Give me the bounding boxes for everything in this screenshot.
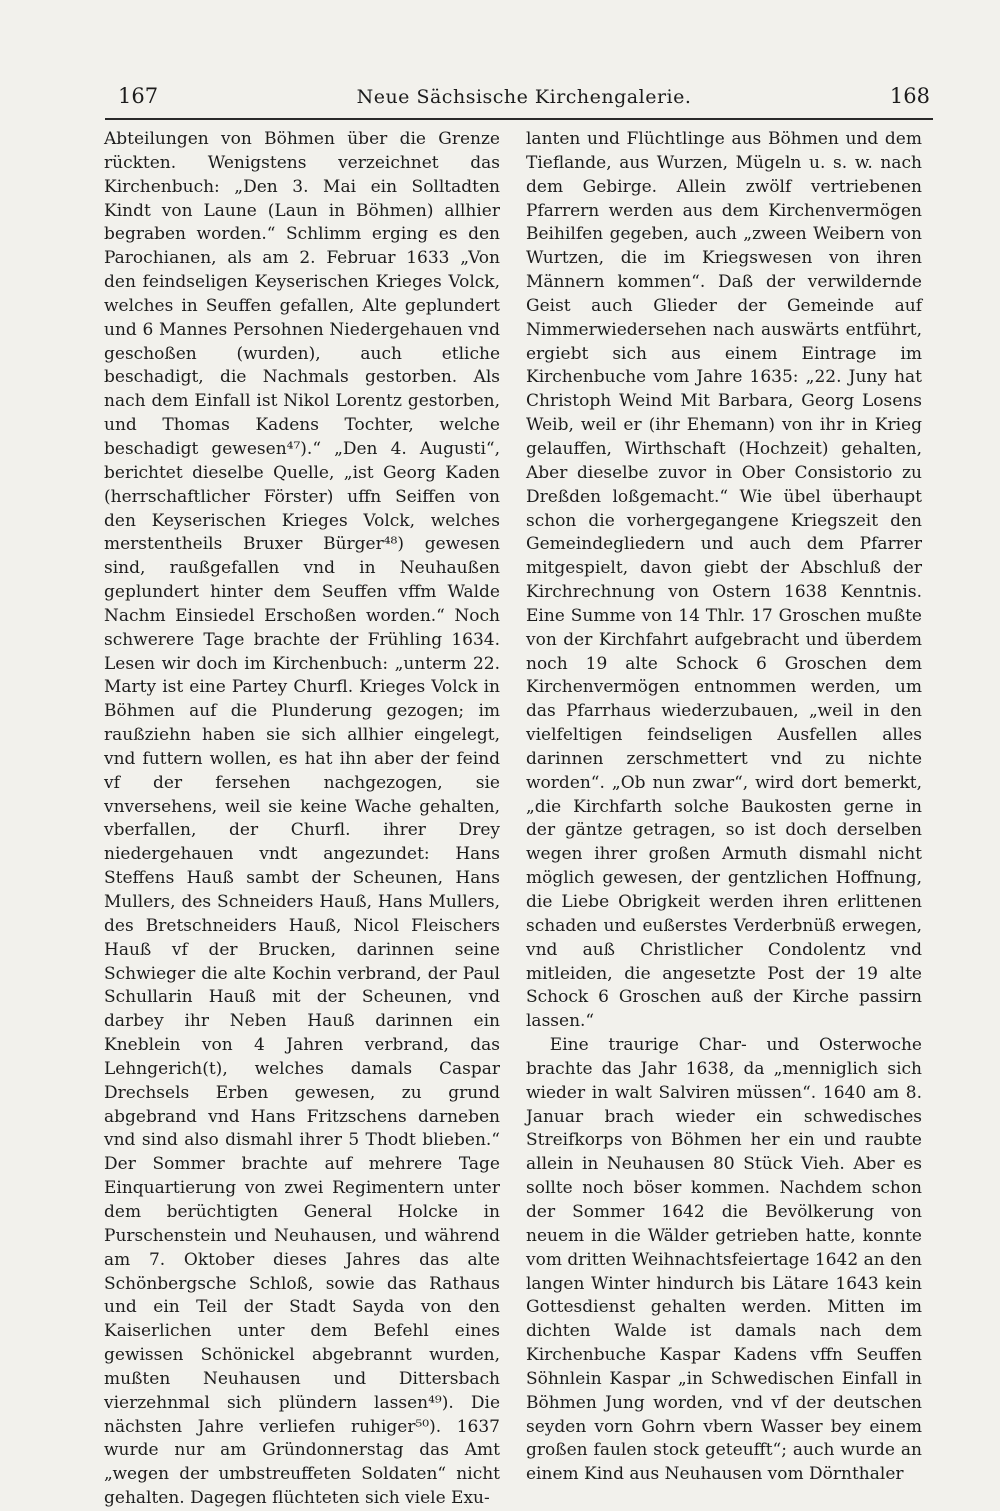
paragraph: lanten und Flüchtlinge aus Böhmen und dem Tieflande, aus Wurzen, Mügeln u. s. w. nach dem Gebirge. Allein zwölf vertriebenen Pfarrern werden aus dem Kirchenvermögen Beihilfen gegeben, auch „zween Weibern von Wurtzen, die im Kriegswesen von ihren Männern kommen“. Daß der verwildernde Geist auch Glieder der Gemeinde auf Nimmerwiedersehen nach auswärts entführt, ergiebt sich aus einem Eintrage im Kirchenbuche vom Jahre 1635: „22. Juny hat Christoph Weind Mit Barbara, Georg Losens Weib, weil er (ihr Ehemann) von ihr in Krieg gelauffen, Wirthschaft (Hochzeit) gehalten, Aber dieselbe zuvor in Ober Consistorio zu Dreßden loßgemacht.“ Wie übel überhaupt schon die vorhergegangene Kriegszeit den Gemeindegliedern und auch dem Pfarrer mitgespielt, davon giebt der Abschluß der Kirchrechnung von Ostern 1638 Kenntnis. Eine Summe von 14 Thlr. 17 Groschen mußte von der Kirchfahrt aufgebracht und überdem noch 19 alte Schock 6 Groschen dem Kirchenvermögen entnommen werden, um das Pfarrhaus wiederzubauen, „weil in den vielfeltigen feindseligen Ausfellen alles darinnen zerschmettert vnd zu nichte worden“. „Ob nun zwar“, wird dort bemerkt, „die Kirchfarth solche Baukosten gerne in der gäntze getragen, so ist doch derselben wegen ihrer großen Armuth dismahl nicht möglich gewesen, der gentzlichen Hoffnung, die Liebe Obrigkeit werden ihren erlittenen schaden und eußerstes Verderbnüß erwegen, vnd auß Christlicher Condolentz vnd mitleiden, die angesetzte Post der 19 alte Schock 6 Groschen auß der Kirche passirn lassen.“ <box>526 129 922 1032</box>
running-title: Neue Sächsische Kirchengalerie. <box>356 86 692 108</box>
paragraph: Eine traurige Char- und Osterwoche brachte das Jahr 1638, da „menniglich sich wieder in walt Salviren müssen“. 1640 am 8. Januar brach wieder ein schwedisches Streifkorps von Böhmen her ein und raubte allein in Neuhausen 80 Stück Vieh. Aber es sollte noch böser kommen. Nachdem schon der Sommer 1642 die Bevölkerung von neuem in die Wälder getrieben hatte, konnte vom dritten Weihnachtsfeiertage 1642 an den langen Winter hindurch bis Lätare 1643 kein Gottesdienst gehalten werden. Mitten im dichten Walde ist damals nach dem Kirchenbuche Kaspar Kadens vffn Seuffen Söhnlein Kaspar „in Schwedischen Einfall in Böhmen Jung worden, vnd vf der deutschen seyden vorn Gohrn vbern Wasser bey einem großen faulen stock geteufft“; auch wurde an einem Kind aus Neuhausen vom Dörnthaler <box>526 1035 922 1485</box>
header-rule <box>105 118 933 120</box>
left-column <box>104 128 500 1511</box>
page-number-left: 167 <box>118 84 159 108</box>
paragraph: Abteilungen von Böhmen über die Grenze rückten. Wenigstens verzeichnet das Kirchenbuch: „Den 3. Mai ein Solltadten Kindt von Laune (Laun in Böhmen) allhier begraben worden.“ Schlimm erging es den Parochianen, als am 2. Februar 1633 „Von den feindseligen Keyserischen Krieges Volck, welches in Seuffen gefallen, Alte geplundert und 6 Mannes Persohnen Niedergehauen vnd geschoßen (wurden), auch etliche beschadigt, die Nachmals gestorben. Als nach dem Einfall ist Nikol Lorentz gestorben, und Thomas Kadens Tochter, welche beschadigt gewesen⁴⁷).“ „Den 4. Augusti“, berichtet dieselbe Quelle, „ist Georg Kaden (herrschaftlicher Förster) uffn Seiffen von den Keyserischen Krieges Volck, welches merstentheils Bruxer Bürger⁴⁸) gewesen sind, raußgefallen vnd in Neuhaußen geplundert hinter dem Seuffen vffm Walde Nachm Einsiedel Erschoßen worden.“ Noch schwerere Tage brachte der Frühling 1634. Lesen wir doch im Kirchenbuch: „unterm 22. Marty ist eine Partey Churfl. Krieges Volck in Böhmen auf die Plunderung gezogen; im raußziehn haben sie sich allhier eingelegt, vnd futtern wollen, es hat ihn aber der feind vf der fersehen nachgezogen, sie vnversehens, weil sie keine Wache gehalten, vberfallen, der Churfl. ihrer Drey niedergehauen vndt angezundet: Hans Steffens Hauß sambt der Scheunen, Hans Mullers, des Schneiders Hauß, Hans Mullers, des Bretschneiders Hauß, Nicol Fleischers Hauß vf der Brucken, darinnen seine Schwieger die alte Kochin verbrand, der Paul Schullarin Hauß mit der Scheunen, vnd darbey ihr Neben Hauß darinnen ein Kneblein von 4 Jahren verbrand, das Lehngerich(t), welches damals Caspar Drechsels Erben gewesen, zu grund abgebrand vnd Hans Fritzschens darneben vnd sind also dismahl ihrer 5 Thodt blieben.“ Der Sommer brachte auf mehrere Tage Einquartierung von zwei Regimentern unter dem berüchtigten General Holcke in Purschenstein und Neuhausen, und während am 7. Oktober dieses Jahres das alte Schönbergsche Schloß, sowie das Rathaus und ein Teil der Stadt Sayda von den Kaiserlichen unter dem Befehl eines gewissen Schönickel abgebrannt wurden, mußten Neuhausen und Dittersbach vierzehnmal sich plündern lassen⁴⁹). Die nächsten Jahre verliefen ruhiger⁵⁰). 1637 wurde nur am Gründonnerstag das Amt „wegen der umbstreuffeten Soldaten“ nicht gehalten. Dagegen flüchteten sich viele Exu- <box>104 129 500 1509</box>
page-number-right: 168 <box>889 84 930 108</box>
right-column <box>526 128 922 1487</box>
